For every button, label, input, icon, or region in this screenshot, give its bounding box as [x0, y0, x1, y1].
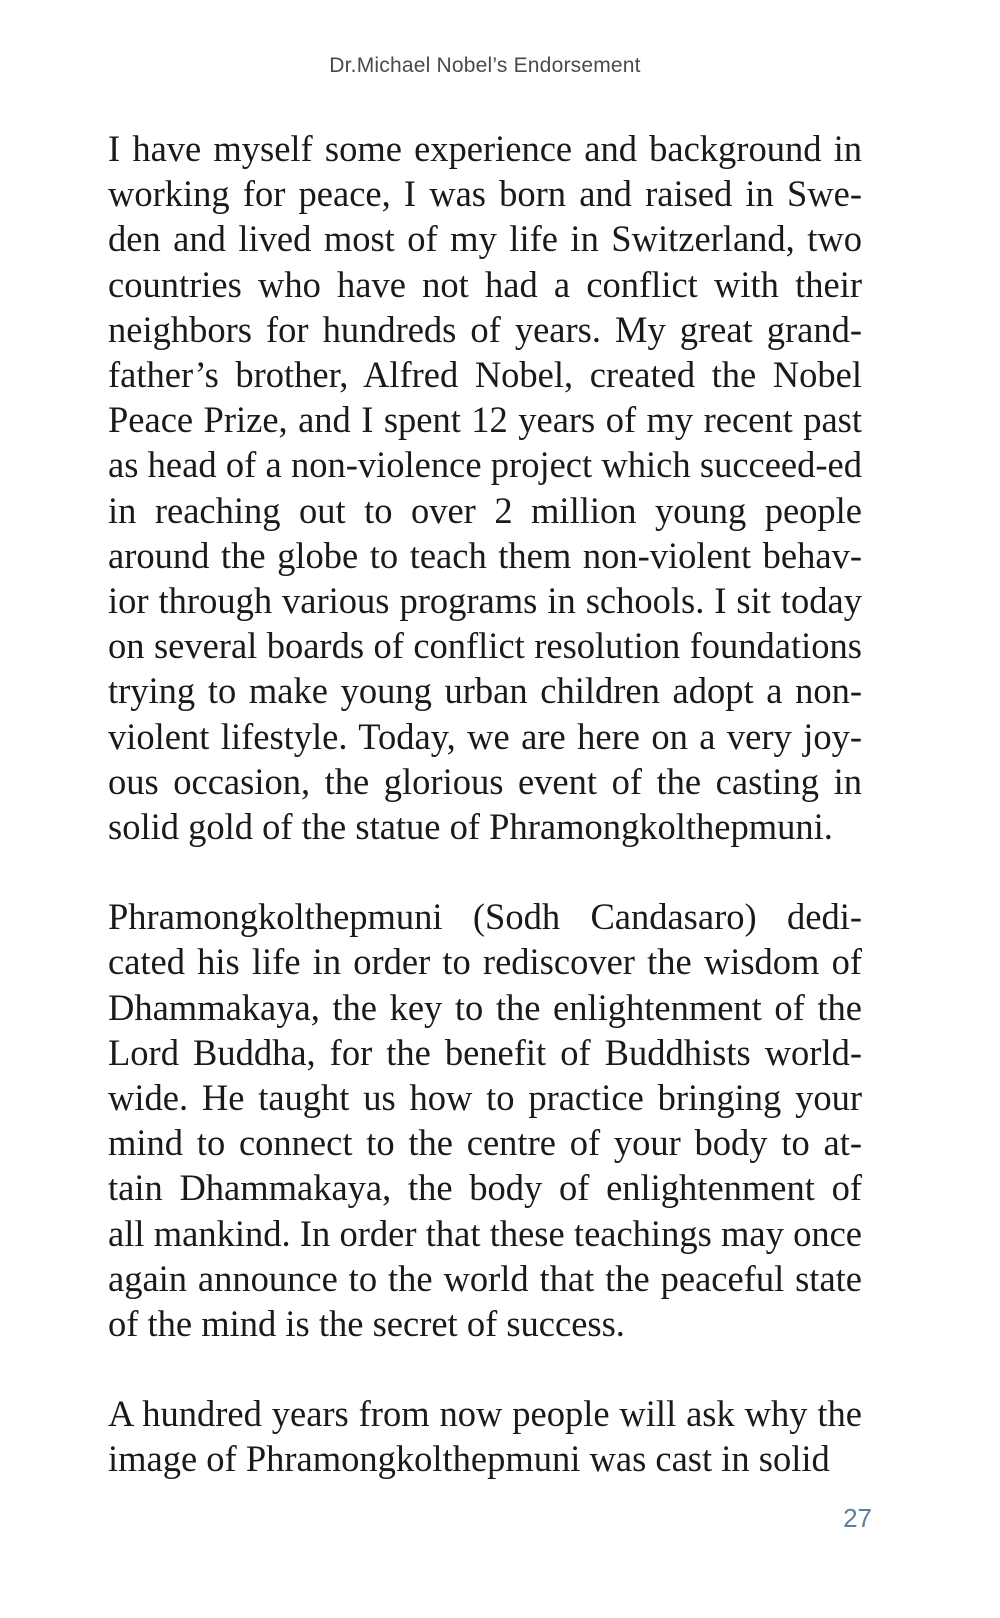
paragraph-1: I have myself some experience and background in working for peace, I was born and raised in Swe-den and lived most of my life in Switzerland, two countries who have not had a conflict with their neighbors for hundreds of years. My great grand-father’s brother, Alfred Nobel, created the Nobel Peace Prize, and I spent 12 years of my recent past as head of a non-violence project which succeed-ed in reaching out to over 2 million young people around the globe to teach them non-violent behav-ior through various programs in schools. I sit today on several boards of conflict resolution foundations trying to make young urban children adopt a non-violent lifestyle. Today, we are here on a very joy-ous occasion, the glorious event of the casting in solid gold of the statue of Phramongkolthepmuni. — [108, 128, 862, 848]
body-text — [108, 126, 862, 1482]
page-number: 27 — [843, 1503, 872, 1533]
paragraph-2: Phramongkolthepmuni (Sodh Candasaro) dedi-cated his life in order to rediscover the wisdom of Dhammakaya, the key to the enlightenment of the Lord Buddha, for the benefit of Buddhists world-wide. He taught us how to practice bringing your mind to connect to the centre of your body to at-tain Dhammakaya, the body of enlightenment of all mankind. In order that these teachings may once again announce to the world that the peaceful state of the mind is the secret of success. — [108, 896, 862, 1345]
running-header: Dr.Michael Nobel’s Endorsement — [329, 54, 641, 77]
paragraph-3: A hundred years from now people will ask why the image of Phramongkolthepmuni was cast in solid — [108, 1393, 862, 1480]
